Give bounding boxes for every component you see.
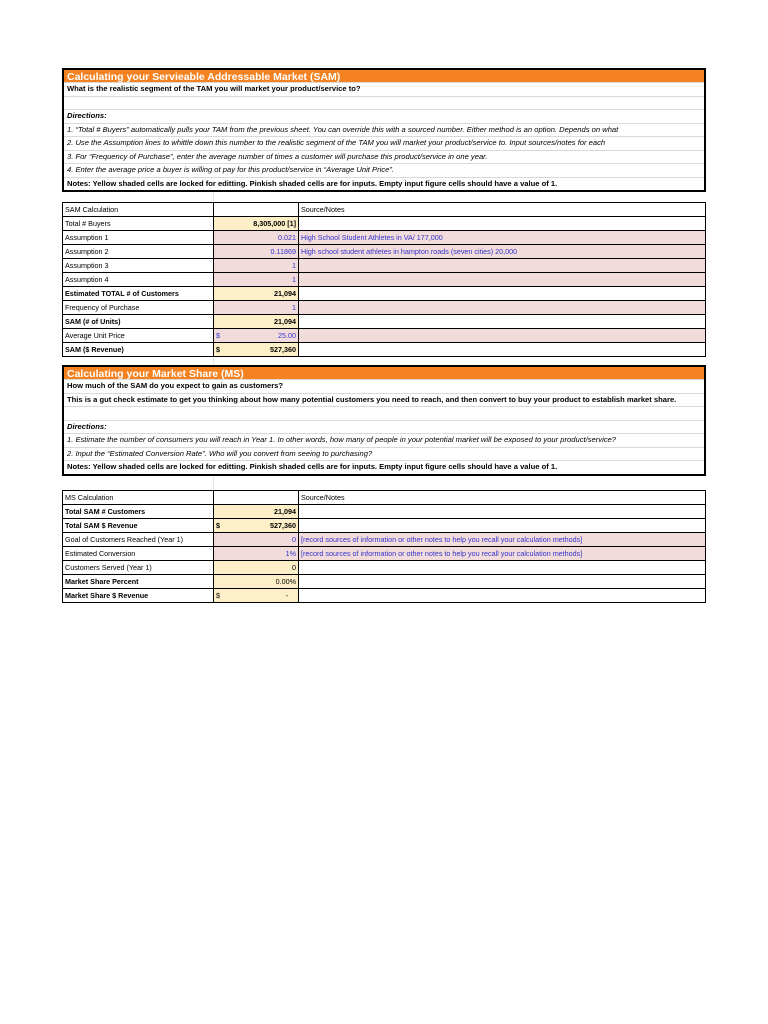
notes-cell[interactable]: [record sources of information or other notes to help you recall your calculation methods] [299,546,706,560]
table-row [63,315,706,329]
ms-directions-label: Directions: [64,420,704,434]
sam-direction-1: 1. “Total # Buyers” automatically pulls your TAM from the previous sheet. You can override this with a sourced number. Either method is an option. Depends on what [64,123,704,137]
sam-directions-label: Directions: [64,109,704,123]
row-label: Goal of Customers Reached (Year 1) [63,532,214,546]
notes-cell[interactable] [299,301,706,315]
blank-line [64,406,704,420]
sam-notes: Notes: Yellow shaded cells are locked for editting. Pinkish shaded cells are for inputs. Empty input figure cells should have a value of 1. [64,177,704,191]
dollar-sign: $ [216,331,220,340]
cell-value: - [285,590,288,600]
table-row [63,245,706,259]
dollar-sign: $ [216,590,220,600]
blank-line [64,96,704,110]
table-row [63,259,706,273]
row-label: Total # Buyers [63,217,214,231]
row-label: Total SAM # Customers [63,504,214,518]
notes-cell[interactable] [299,273,706,287]
total-sam-revenue-cell [214,518,299,532]
row-label: Estimated Conversion [63,546,214,560]
ms-direction-1: 1. Estimate the number of consumers you will reach in Year 1. In other words, how many of people in your potential market will be exposed to your product/service? [64,433,704,447]
notes-cell[interactable]: High school student athletes in hampton roads (seven cities) 20,000 [299,245,706,259]
ms-table-header-notes: Source/Notes [299,490,706,504]
notes-cell[interactable] [299,287,706,301]
row-label: Total SAM $ Revenue [63,518,214,532]
table-row [63,301,706,315]
table-row [63,217,706,231]
row-label: Assumption 2 [63,245,214,259]
row-label: Assumption 1 [63,231,214,245]
table-row [63,588,706,602]
notes-cell[interactable] [299,574,706,588]
table-row [63,231,706,245]
notes-cell[interactable] [299,259,706,273]
sam-calculation-table [62,202,706,357]
row-label: Market Share Percent [63,574,214,588]
sam-units-cell: 21,094 [214,315,299,329]
ms-table-header-value [214,490,299,504]
estimated-conversion-cell[interactable]: 1% [214,546,299,560]
notes-cell[interactable] [299,518,706,532]
notes-cell[interactable]: [record sources of information or other notes to help you recall your calculation methods] [299,532,706,546]
ms-direction-2: 2. Input the “Estimated Conversion Rate”. Who will you convert from seeing to purchasing? [64,447,704,461]
notes-cell[interactable] [299,343,706,357]
notes-cell[interactable] [299,504,706,518]
ms-intro: This is a gut check estimate to get you thinking about how many potential customers you need to reach, and then convert to buy your product to establish market share. [64,393,704,407]
row-label: SAM ($ Revenue) [63,343,214,357]
notes-cell[interactable]: High School Student Athletes in VA/ 177,000 [299,231,706,245]
dollar-sign: $ [216,520,220,530]
spreadsheet-page [62,68,706,603]
sam-table-header-notes: Source/Notes [299,203,706,217]
assumption-4-cell[interactable]: 1 [214,273,299,287]
row-label: SAM (# of Units) [63,315,214,329]
table-row [63,546,706,560]
ms-title: Calculating your Market Share (MS) [64,367,704,379]
row-label: Assumption 4 [63,273,214,287]
row-label: Assumption 3 [63,259,214,273]
notes-cell[interactable] [299,329,706,343]
estimated-total-customers-cell: 21,094 [214,287,299,301]
table-row [63,560,706,574]
table-row [63,329,706,343]
ms-calculation-table [62,490,706,603]
sam-table-header-label: SAM Calculation [63,203,214,217]
sam-question: What is the realistic segment of the TAM you will market your product/service to? [64,82,704,96]
ms-table-header-label: MS Calculation [63,490,214,504]
row-label: Customers Served (Year 1) [63,560,214,574]
table-row [63,504,706,518]
assumption-1-cell[interactable]: 0.021 [214,231,299,245]
cell-value: 25.00 [278,331,296,340]
sam-direction-4: 4. Enter the average price a buyer is willing ot pay for this product/service in “Average Unit Price”. [64,163,704,177]
cell-value: 527,360 [270,345,296,354]
row-label: Frequency of Purchase [63,301,214,315]
sam-direction-3: 3. For “Frequency of Purchase”, enter the average number of times a customer will purchase this product/service in one year. [64,150,704,164]
average-unit-price-cell[interactable] [214,329,299,343]
row-label: Market Share $ Revenue [63,588,214,602]
row-label: Average Unit Price [63,329,214,343]
notes-cell[interactable] [299,560,706,574]
table-row [63,287,706,301]
total-sam-customers-cell: 21,094 [214,504,299,518]
sam-revenue-cell [214,343,299,357]
sam-title: Calculating your Servieable Addressable Market (SAM) [64,70,704,82]
ms-notes: Notes: Yellow shaded cells are locked for editting. Pinkish shaded cells are for inputs. Empty input figure cells should have a value of 1. [64,460,704,474]
row-gap [62,357,706,365]
ms-question: How much of the SAM do you expect to gain as customers? [64,379,704,393]
table-row [63,518,706,532]
table-row [63,343,706,357]
market-share-revenue-cell [214,588,299,602]
assumption-2-cell[interactable]: 0.11869 [214,245,299,259]
table-row [63,532,706,546]
row-label: Estimated TOTAL # of Customers [63,287,214,301]
ms-instructions-box [62,365,706,476]
total-buyers-cell[interactable]: 8,305,000 [1] [214,217,299,231]
notes-cell[interactable] [299,315,706,329]
row-gap [62,476,706,490]
goal-customers-reached-cell[interactable]: 0 [214,532,299,546]
cell-value: 527,360 [270,520,296,530]
table-row [63,273,706,287]
customers-served-cell: 0 [214,560,299,574]
notes-cell[interactable] [299,588,706,602]
dollar-sign: $ [216,345,220,354]
assumption-3-cell[interactable]: 1 [214,259,299,273]
sam-instructions-box [62,68,706,192]
table-row [63,574,706,588]
sam-table-header-value [214,203,299,217]
sam-direction-2: 2. Use the Assumption lines to whittle down this number to the realistic segment of the TAM you will market your product/service to. Input sources/notes for each [64,136,704,150]
frequency-of-purchase-cell[interactable]: 1 [214,301,299,315]
market-share-percent-cell: 0.00% [214,574,299,588]
notes-cell[interactable] [299,217,706,231]
row-gap [62,192,706,202]
